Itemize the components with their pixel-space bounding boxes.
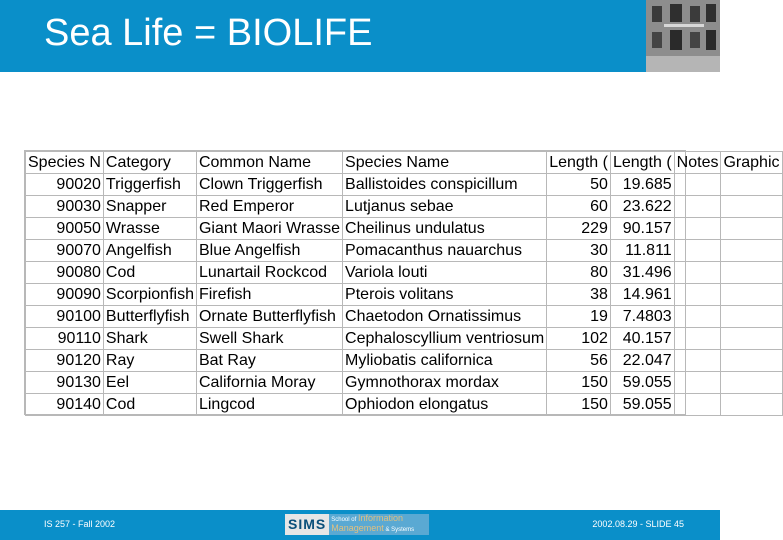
- common-name-cell[interactable]: Blue Angelfish: [196, 240, 342, 262]
- length-cm-cell[interactable]: 150: [547, 372, 611, 394]
- notes-cell[interactable]: [674, 372, 721, 394]
- species-name-cell[interactable]: Gymnothorax mordax: [343, 372, 547, 394]
- category-cell[interactable]: Scorpionfish: [103, 284, 196, 306]
- column-header[interactable]: Species Name: [343, 152, 547, 174]
- graphic-cell[interactable]: [721, 394, 782, 416]
- length-cm-cell[interactable]: 30: [547, 240, 611, 262]
- length-in-cell[interactable]: 40.157: [610, 328, 674, 350]
- notes-cell[interactable]: [674, 328, 721, 350]
- species-number-cell[interactable]: 90050: [26, 218, 104, 240]
- species-name-cell[interactable]: Cheilinus undulatus: [343, 218, 547, 240]
- notes-cell[interactable]: [674, 262, 721, 284]
- species-number-cell[interactable]: 90130: [26, 372, 104, 394]
- graphic-cell[interactable]: [721, 284, 782, 306]
- category-cell[interactable]: Ray: [103, 350, 196, 372]
- notes-cell[interactable]: [674, 350, 721, 372]
- column-header[interactable]: Graphic: [721, 152, 782, 174]
- notes-cell[interactable]: [674, 240, 721, 262]
- table-row[interactable]: [26, 394, 783, 416]
- table-header-row: [26, 152, 783, 174]
- column-header[interactable]: Category: [103, 152, 196, 174]
- biolife-table: [24, 150, 780, 415]
- common-name-cell[interactable]: Bat Ray: [196, 350, 342, 372]
- length-cm-cell[interactable]: 102: [547, 328, 611, 350]
- table-row[interactable]: [26, 240, 783, 262]
- table-row[interactable]: [26, 328, 783, 350]
- category-cell[interactable]: Triggerfish: [103, 174, 196, 196]
- column-header[interactable]: Length (: [547, 152, 611, 174]
- length-cm-cell[interactable]: 229: [547, 218, 611, 240]
- common-name-cell[interactable]: California Moray: [196, 372, 342, 394]
- species-name-cell[interactable]: Lutjanus sebae: [343, 196, 547, 218]
- category-cell[interactable]: Shark: [103, 328, 196, 350]
- species-name-cell[interactable]: Chaetodon Ornatissimus: [343, 306, 547, 328]
- table-row[interactable]: [26, 306, 783, 328]
- common-name-cell[interactable]: Red Emperor: [196, 196, 342, 218]
- length-cm-cell[interactable]: 38: [547, 284, 611, 306]
- footer-bar: [0, 510, 720, 540]
- notes-cell[interactable]: [674, 218, 721, 240]
- logo-management: Management: [331, 523, 384, 533]
- common-name-cell[interactable]: Lingcod: [196, 394, 342, 416]
- title-bar: [0, 0, 720, 72]
- category-cell[interactable]: Angelfish: [103, 240, 196, 262]
- table-row[interactable]: [26, 262, 783, 284]
- category-cell[interactable]: Cod: [103, 262, 196, 284]
- table-row[interactable]: [26, 174, 783, 196]
- length-cm-cell[interactable]: 19: [547, 306, 611, 328]
- table-row[interactable]: [26, 218, 783, 240]
- species-name-cell[interactable]: Pomacanthus nauarchus: [343, 240, 547, 262]
- species-number-cell[interactable]: 90070: [26, 240, 104, 262]
- graphic-cell[interactable]: [721, 328, 782, 350]
- common-name-cell[interactable]: Ornate Butterflyfish: [196, 306, 342, 328]
- logo-systems: & Systems: [385, 527, 415, 533]
- common-name-cell[interactable]: Lunartail Rockcod: [196, 262, 342, 284]
- course-label: IS 257 - Fall 2002: [44, 519, 116, 529]
- graphic-cell[interactable]: [721, 306, 782, 328]
- length-in-cell[interactable]: 19.685: [610, 174, 674, 196]
- graphic-cell[interactable]: [721, 350, 782, 372]
- species-number-cell[interactable]: 90020: [26, 174, 104, 196]
- slide-number: 2002.08.29 - SLIDE 45: [592, 519, 684, 529]
- table-row[interactable]: [26, 372, 783, 394]
- length-in-cell[interactable]: 90.157: [610, 218, 674, 240]
- length-in-cell[interactable]: 59.055: [610, 394, 674, 416]
- sims-logo: [285, 514, 435, 535]
- length-in-cell[interactable]: 59.055: [610, 372, 674, 394]
- notes-cell[interactable]: [674, 394, 721, 416]
- species-number-cell[interactable]: 90030: [26, 196, 104, 218]
- species-number-cell[interactable]: 90140: [26, 394, 104, 416]
- length-cm-cell[interactable]: 50: [547, 174, 611, 196]
- sims-logo-text: [329, 514, 429, 535]
- column-header[interactable]: Notes: [674, 152, 721, 174]
- notes-cell[interactable]: [674, 284, 721, 306]
- table-row[interactable]: [26, 196, 783, 218]
- logo-information: Information: [357, 513, 403, 523]
- length-in-cell[interactable]: 22.047: [610, 350, 674, 372]
- category-cell[interactable]: Snapper: [103, 196, 196, 218]
- category-cell[interactable]: Cod: [103, 394, 196, 416]
- species-number-cell[interactable]: 90100: [26, 306, 104, 328]
- common-name-cell[interactable]: Clown Triggerfish: [196, 174, 342, 196]
- species-number-cell[interactable]: 90080: [26, 262, 104, 284]
- table-row[interactable]: [26, 284, 783, 306]
- length-in-cell[interactable]: 14.961: [610, 284, 674, 306]
- species-number-cell[interactable]: 90090: [26, 284, 104, 306]
- graphic-cell[interactable]: [721, 174, 782, 196]
- category-cell[interactable]: Eel: [103, 372, 196, 394]
- species-name-cell[interactable]: Variola louti: [343, 262, 547, 284]
- graphic-cell[interactable]: [721, 372, 782, 394]
- species-name-cell[interactable]: Pterois volitans: [343, 284, 547, 306]
- category-cell[interactable]: Wrasse: [103, 218, 196, 240]
- species-name-cell[interactable]: Ophiodon elongatus: [343, 394, 547, 416]
- length-in-cell[interactable]: 7.4803: [610, 306, 674, 328]
- species-number-cell[interactable]: 90110: [26, 328, 104, 350]
- length-cm-cell[interactable]: 150: [547, 394, 611, 416]
- length-in-cell[interactable]: 23.622: [610, 196, 674, 218]
- notes-cell[interactable]: [674, 306, 721, 328]
- column-header[interactable]: Length (: [610, 152, 674, 174]
- table-row[interactable]: [26, 350, 783, 372]
- slide-title: Sea Life = BIOLIFE: [44, 12, 373, 54]
- common-name-cell[interactable]: Swell Shark: [196, 328, 342, 350]
- length-in-cell[interactable]: 31.496: [610, 262, 674, 284]
- column-header[interactable]: Species N: [26, 152, 104, 174]
- species-name-cell[interactable]: Cephaloscyllium ventriosum: [343, 328, 547, 350]
- column-header[interactable]: Common Name: [196, 152, 342, 174]
- length-cm-cell[interactable]: 60: [547, 196, 611, 218]
- building-photo: [646, 0, 720, 72]
- graphic-cell[interactable]: [721, 262, 782, 284]
- species-name-cell[interactable]: Myliobatis californica: [343, 350, 547, 372]
- sims-logo-mark: SIMS: [285, 514, 329, 535]
- common-name-cell[interactable]: Firefish: [196, 284, 342, 306]
- graphic-cell[interactable]: [721, 218, 782, 240]
- notes-cell[interactable]: [674, 196, 721, 218]
- length-cm-cell[interactable]: 56: [547, 350, 611, 372]
- species-name-cell[interactable]: Ballistoides conspicillum: [343, 174, 547, 196]
- length-cm-cell[interactable]: 80: [547, 262, 611, 284]
- notes-cell[interactable]: [674, 174, 721, 196]
- length-in-cell[interactable]: 11.811: [610, 240, 674, 262]
- graphic-cell[interactable]: [721, 240, 782, 262]
- common-name-cell[interactable]: Giant Maori Wrasse: [196, 218, 342, 240]
- logo-school-of: School of: [331, 517, 357, 523]
- graphic-cell[interactable]: [721, 196, 782, 218]
- species-number-cell[interactable]: 90120: [26, 350, 104, 372]
- category-cell[interactable]: Butterflyfish: [103, 306, 196, 328]
